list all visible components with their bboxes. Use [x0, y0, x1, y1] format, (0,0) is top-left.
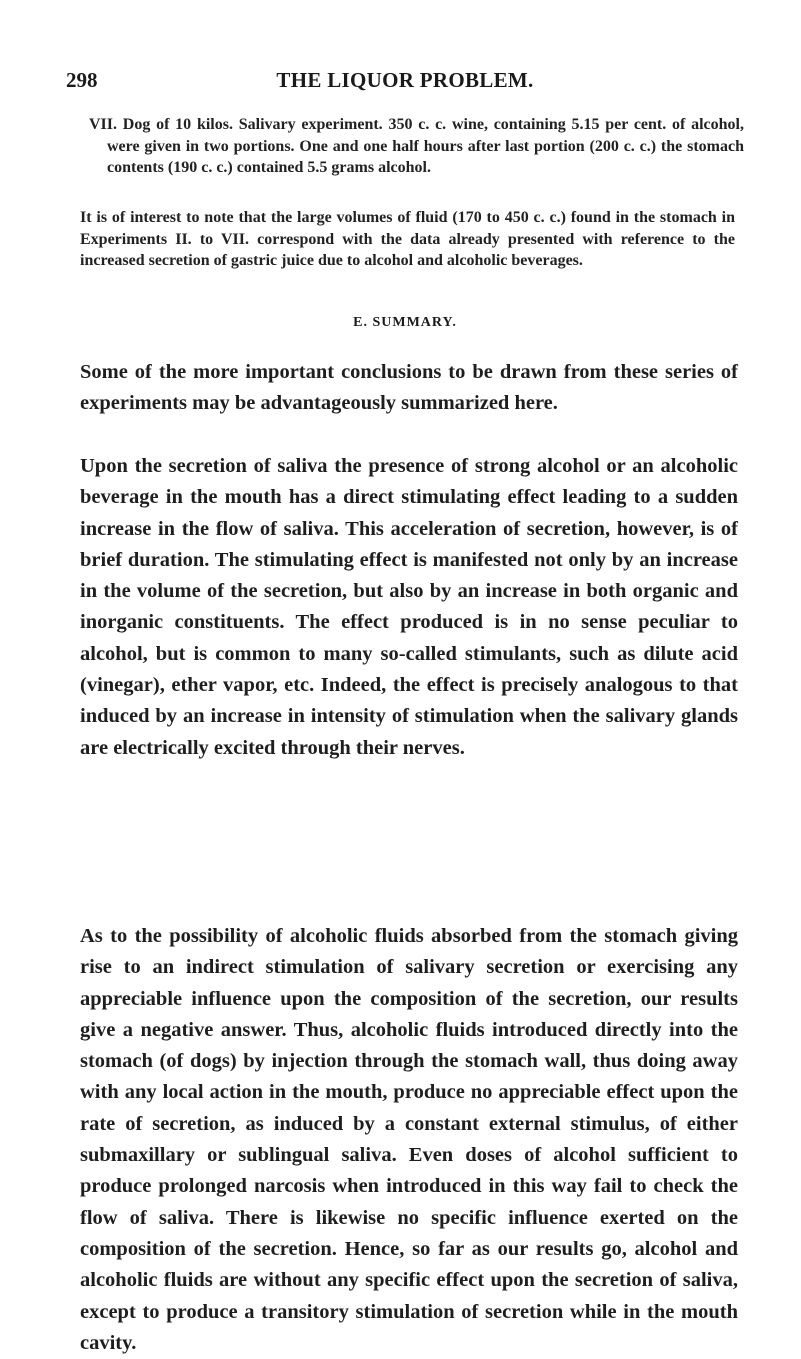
summary-paragraph-2: Upon the secretion of saliva the presence of strong alcohol or an alcoholic beverage in the mouth has a direct stimulating effect leading to a sudden increase in the flow of saliva. This acceleration of secretion, however, is of brief duration. The stimulating effect is manifested not only by an increase in the volume of the secretion, but also by an increase in both organic and inorganic constituents. The effect produced is in no sense peculiar to alcohol, but is common to many so-called stimulants, such as dilute acid (vinegar), ether vapor, etc. Indeed, the effect is precisely analogous to that induced by an increase in intensity of stimulation when the salivary glands are electrically excited through their nerves.	[80, 455, 738, 759]
running-title: THE LIQUOR PROBLEM.	[276, 68, 534, 92]
section-heading: E. SUMMARY.	[353, 315, 457, 330]
note-paragraph: It is of interest to note that the large volumes of fluid (170 to 450 c. c.) found in the stomach in Experiments II. to VII. correspond with the data already presented with reference to the increased secretion of gastric juice due to alcohol and alcoholic beverages.	[80, 209, 735, 269]
summary-paragraph-3: As to the possibility of alcoholic fluids absorbed from the stomach giving rise to an indirect stimulation of salivary secretion or exercising any appreciable influence upon the composition of the secretion, our results give a negative answer. Thus, alcoholic fluids introduced directly into the stomach (of dogs) by injection through the stomach wall, thus doing away with any local action in the mouth, produce no appreciable effect upon the rate of secretion, as induced by a constant external stimulus, of either submaxillary or sublingual saliva. Even doses of alcohol sufficient to produce prolonged narcosis when introduced in this way fail to check the flow of saliva. There is likewise no specific influence exerted on the composition of the secretion. Hence, so far as our results go, alcohol and alcoholic fluids are without any specific effect upon the secretion of saliva, except to produce a transitory stimulation of secretion while in the mouth cavity.	[80, 925, 738, 1354]
page-number: 298	[66, 68, 98, 92]
running-head	[66, 66, 744, 94]
summary-paragraph-1: Some of the more important conclusions to be drawn from these series of experiments may be advantageously summarized here.	[80, 361, 738, 415]
experiment-vii-paragraph: VII. Dog of 10 kilos. Salivary experiment. 350 c. c. wine, containing 5.15 per cent. of alcohol, were given in two portions. One and one half hours after last portion (200 c. c.) the stomach contents (190 c. c.) contained 5.5 grams alcohol.	[89, 116, 744, 176]
